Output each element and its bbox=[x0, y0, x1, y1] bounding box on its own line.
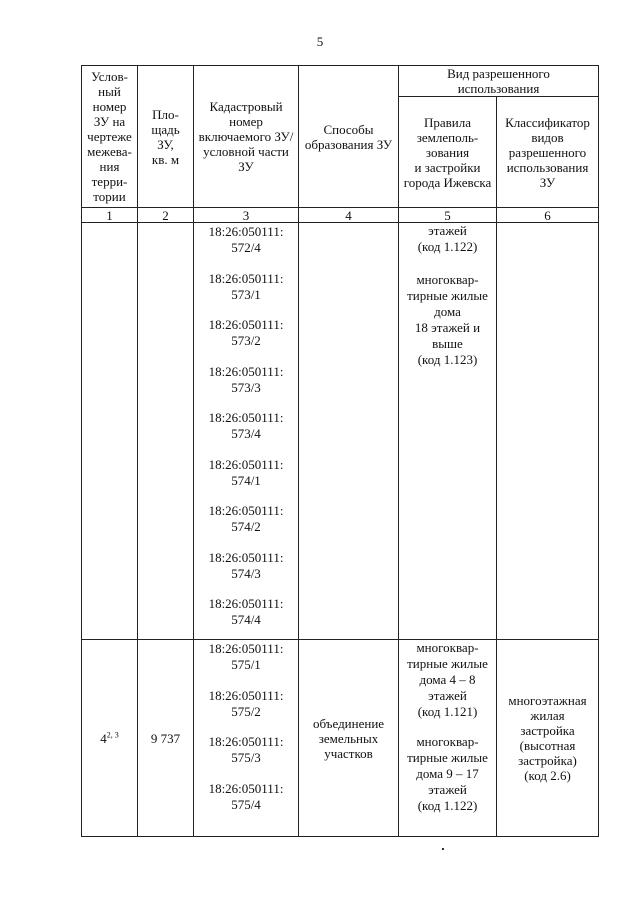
text-line: дома bbox=[434, 304, 461, 319]
row-b-number-cell bbox=[82, 640, 138, 837]
column-number-row bbox=[82, 208, 599, 223]
header-col2 bbox=[138, 66, 194, 208]
row-b-rules-2 bbox=[401, 734, 494, 814]
header-group-permitted-use bbox=[399, 66, 599, 97]
cadastral-number-line: 18:26:050111: bbox=[208, 549, 284, 565]
text-line: включаемого ЗУ/ bbox=[198, 129, 294, 144]
cadastral-number bbox=[196, 457, 296, 489]
header-col6 bbox=[497, 97, 599, 208]
header-group-text bbox=[401, 66, 596, 96]
land-plot-table bbox=[81, 65, 599, 837]
row-a-cadastral-list bbox=[196, 224, 296, 628]
cadastral-number-line: 18:26:050111: bbox=[208, 503, 284, 518]
cadastral-number bbox=[196, 688, 296, 720]
text-line: ЗУ bbox=[539, 174, 556, 190]
text-line: чертеже bbox=[87, 129, 132, 144]
text-line: застройка) bbox=[518, 753, 577, 768]
text-line: ЗУ на bbox=[93, 114, 126, 129]
row-a-classifier-cell bbox=[497, 223, 599, 640]
text-line: землеполь- bbox=[416, 129, 479, 145]
text-line: этажей bbox=[428, 688, 467, 703]
table-row-continued bbox=[82, 223, 599, 640]
row-a-area-cell bbox=[138, 223, 194, 640]
row-b-classifier-text bbox=[499, 693, 596, 783]
text-line: терри- bbox=[91, 174, 128, 189]
cadastral-number bbox=[196, 550, 296, 582]
text-line: образования ЗУ bbox=[304, 136, 393, 152]
cadastral-number-line: 574/2 bbox=[231, 519, 261, 534]
text-line: (код 1.122) bbox=[417, 239, 478, 254]
cadastral-number-line: 18:26:050111: bbox=[208, 224, 284, 239]
text-line: 18 этажей и bbox=[414, 320, 481, 335]
text-line: дома 4 – 8 bbox=[419, 672, 476, 687]
text-line: многоквар- bbox=[416, 272, 479, 287]
cadastral-number bbox=[196, 734, 296, 766]
text-line: кв. м bbox=[151, 151, 180, 167]
text-line: земельных bbox=[318, 730, 379, 746]
text-line: застройка bbox=[520, 723, 575, 738]
text-line: (код 1.123) bbox=[417, 352, 478, 367]
text-line: многоэтажная bbox=[508, 693, 587, 708]
cadastral-number-line: 18:26:050111: bbox=[208, 687, 284, 703]
text-line: тирные жилые bbox=[407, 750, 488, 765]
row-a-method-cell bbox=[299, 223, 399, 640]
text-line: использования bbox=[506, 159, 589, 175]
cadastral-number-line: 18:26:050111: bbox=[208, 317, 284, 332]
text-line: жилая bbox=[530, 708, 565, 723]
col-number-4: 4 bbox=[299, 208, 399, 223]
row-b-rules-cell bbox=[399, 640, 497, 837]
text-line: дома 9 – 17 bbox=[416, 766, 479, 781]
text-line: межева- bbox=[87, 144, 132, 159]
text-line: Услов- bbox=[91, 69, 128, 84]
text-line: ЗУ, bbox=[157, 136, 174, 152]
cadastral-number bbox=[196, 317, 296, 349]
cadastral-number-line: 573/2 bbox=[231, 333, 261, 348]
row-b-cadastral-cell bbox=[194, 640, 299, 837]
header-col4 bbox=[299, 66, 399, 208]
cadastral-number-line: 18:26:050111: bbox=[208, 410, 284, 425]
cadastral-number bbox=[196, 596, 296, 628]
text-line: ЗУ bbox=[238, 159, 254, 174]
col-number-2: 2 bbox=[138, 208, 194, 223]
text-line: этажей bbox=[428, 782, 467, 797]
header-col4-text bbox=[301, 122, 396, 152]
cadastral-number-line: 574/3 bbox=[231, 565, 261, 581]
col-number-1: 1 bbox=[82, 208, 138, 223]
cadastral-number-line: 572/4 bbox=[231, 240, 261, 255]
text-line: Кадастровый bbox=[209, 99, 283, 114]
text-line: (код 1.121) bbox=[417, 704, 478, 719]
col-number-6: 6 bbox=[497, 208, 599, 223]
text-line: (код 1.122) bbox=[417, 798, 478, 813]
header-col5 bbox=[399, 97, 497, 208]
row-b-number: 4 bbox=[100, 730, 107, 746]
text-line: многоквар- bbox=[416, 640, 479, 655]
cadastral-number bbox=[196, 410, 296, 442]
text-line: ния bbox=[99, 159, 120, 174]
row-b-area-cell: 9 737 bbox=[138, 640, 194, 837]
row-b-rules-1 bbox=[401, 640, 494, 720]
text-line: тории bbox=[93, 189, 126, 204]
cadastral-number-line: 575/4 bbox=[231, 796, 261, 812]
cadastral-number bbox=[196, 503, 296, 535]
text-line: зования bbox=[425, 144, 470, 160]
text-line: (код 2.6) bbox=[524, 768, 571, 783]
cadastral-number bbox=[196, 641, 296, 673]
cadastral-number-line: 18:26:050111: bbox=[208, 270, 284, 286]
row-a-rules-2 bbox=[401, 272, 494, 368]
row-a-rules-cell bbox=[399, 223, 497, 640]
cadastral-number-line: 18:26:050111: bbox=[208, 363, 284, 379]
row-b-number-sup: 2, 3 bbox=[106, 730, 119, 740]
row-b-classifier-cell bbox=[497, 640, 599, 837]
page-number: 5 bbox=[316, 34, 324, 49]
cadastral-number-line: 574/1 bbox=[231, 472, 261, 488]
cadastral-number-line: 18:26:050111: bbox=[208, 456, 284, 472]
stray-mark bbox=[442, 848, 444, 850]
cadastral-number bbox=[196, 271, 296, 303]
cadastral-number-line: 18:26:050111: bbox=[208, 734, 284, 749]
cadastral-number-line: 574/4 bbox=[231, 612, 261, 627]
header-col5-text bbox=[401, 115, 494, 190]
text-line: Вид разрешенного bbox=[447, 66, 550, 81]
cadastral-number-line: 18:26:050111: bbox=[208, 641, 284, 656]
text-line: (высотная bbox=[519, 738, 576, 753]
text-line: многоквар- bbox=[416, 734, 479, 749]
table-row-plot-4 bbox=[82, 640, 599, 837]
header-col2-text bbox=[140, 107, 191, 167]
cadastral-number-line: 575/3 bbox=[231, 750, 261, 765]
col-number-5: 5 bbox=[399, 208, 497, 223]
text-line: видов bbox=[531, 129, 564, 145]
text-line: города Ижевска bbox=[403, 174, 492, 190]
cadastral-number-line: 573/4 bbox=[231, 426, 261, 441]
text-line: использования bbox=[457, 81, 540, 96]
cadastral-number-line: 575/2 bbox=[231, 703, 261, 719]
cadastral-number bbox=[196, 364, 296, 396]
text-line: Способы bbox=[323, 121, 374, 137]
text-line: тирные жилые bbox=[407, 288, 488, 303]
text-line: Правила bbox=[423, 114, 471, 130]
cadastral-number-line: 573/3 bbox=[231, 379, 261, 395]
text-line: участков bbox=[324, 745, 373, 761]
row-a-rules-1 bbox=[401, 223, 494, 255]
cadastral-number-line: 18:26:050111: bbox=[208, 596, 284, 611]
text-line: номер bbox=[229, 114, 263, 129]
row-b-method-cell bbox=[299, 640, 399, 837]
header-col1-text bbox=[84, 69, 135, 204]
header-row-1 bbox=[82, 66, 599, 97]
text-line: разрешенного bbox=[508, 144, 587, 160]
text-line: тирные жилые bbox=[407, 656, 488, 671]
header-col1 bbox=[82, 66, 138, 208]
col-number-3: 3 bbox=[194, 208, 299, 223]
text-line: ный bbox=[98, 84, 121, 99]
cadastral-number bbox=[196, 781, 296, 813]
header-col6-text bbox=[499, 115, 596, 190]
text-line: этажей bbox=[428, 223, 467, 238]
text-line: Пло- bbox=[152, 106, 179, 122]
row-b-method-text bbox=[301, 716, 396, 761]
header-col3 bbox=[194, 66, 299, 208]
text-line: объединение bbox=[312, 715, 385, 731]
cadastral-number bbox=[196, 224, 296, 256]
text-line: условной части bbox=[203, 144, 289, 159]
row-b-cadastral-list bbox=[196, 641, 296, 813]
text-line: щадь bbox=[151, 121, 180, 137]
header-col3-text bbox=[196, 99, 296, 174]
text-line: выше bbox=[432, 336, 463, 351]
row-a-number-cell bbox=[82, 223, 138, 640]
cadastral-number-line: 575/1 bbox=[231, 657, 261, 672]
text-line: и застройки bbox=[414, 159, 481, 175]
cadastral-number-line: 573/1 bbox=[231, 286, 261, 302]
row-a-cadastral-cell bbox=[194, 223, 299, 640]
cadastral-number-line: 18:26:050111: bbox=[208, 780, 284, 796]
text-line: номер bbox=[92, 99, 127, 114]
text-line: Классификатор bbox=[505, 114, 590, 130]
